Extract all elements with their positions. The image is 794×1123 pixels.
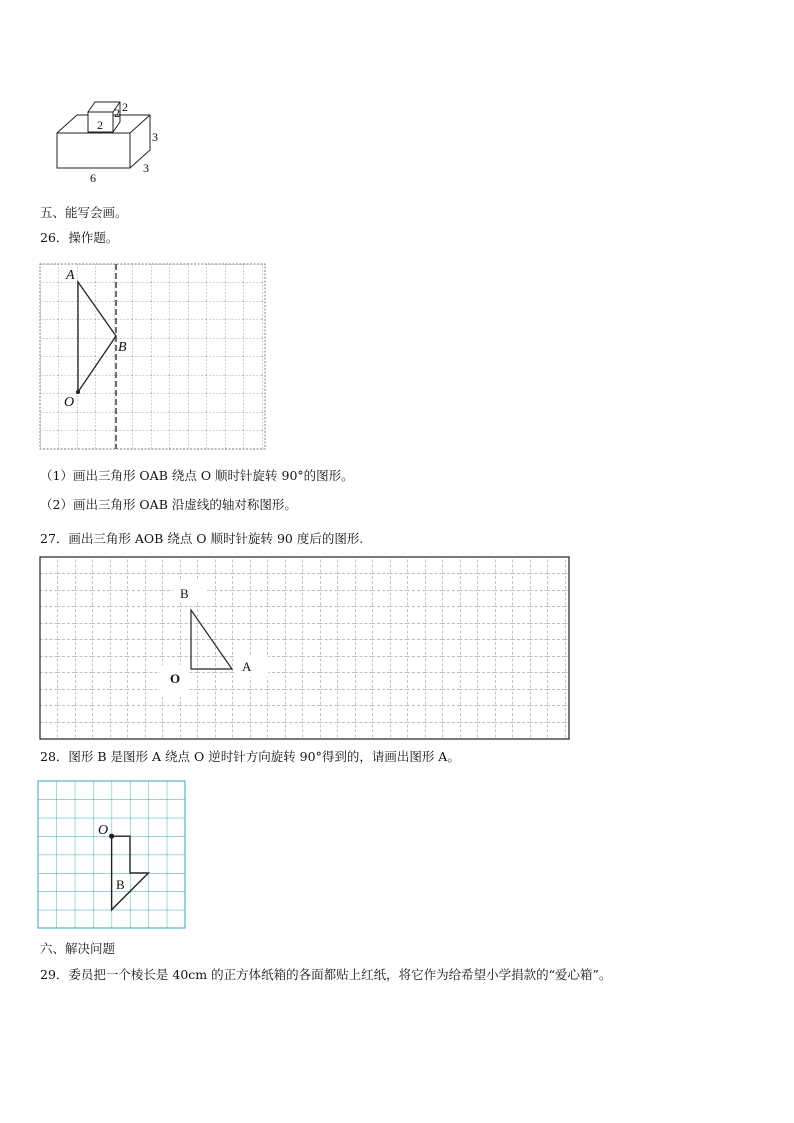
q26-label-o: O <box>64 395 75 410</box>
q27-label-b: B <box>180 586 189 601</box>
q26-title: 26．操作题。 <box>40 230 119 245</box>
base-height: 3 <box>152 130 158 144</box>
section5-title: 五、能写会画。 <box>40 205 128 220</box>
cube-depth: 2 <box>114 106 120 120</box>
base-depth: 3 <box>143 161 149 175</box>
q26-label-a: A <box>66 268 75 283</box>
q27-title: 27．画出三角形 AOB 绕点 O 顺时针旋转 90 度后的图形. <box>40 531 364 546</box>
point-o <box>109 834 114 839</box>
q27-label-o: O <box>170 671 181 686</box>
q27-label-a: A <box>242 659 252 674</box>
q26-grid <box>40 264 266 450</box>
q26-sub2: （2）画出三角形 OAB 沿虚线的轴对称图形。 <box>40 497 297 512</box>
q27-grid <box>40 557 570 741</box>
q29-title: 29．委员把一个棱长是 40cm 的正方体纸箱的各面都贴上红纸，将它作为给希望小学捐款的“爱心箱”。 <box>40 967 612 982</box>
q28-label-b: B <box>116 877 125 892</box>
q26-sub1: （1）画出三角形 OAB 绕点 O 顺时针旋转 90°的图形。 <box>40 468 354 483</box>
cube-front-width: 2 <box>97 118 103 132</box>
section6-title: 六、解决问题 <box>40 941 116 956</box>
box-figure <box>50 95 170 190</box>
q26-label-b: B <box>118 340 127 355</box>
q28-grid <box>38 781 188 931</box>
q28-title: 28．图形 B 是图形 A 绕点 O 逆时针方向旋转 90°得到的，请画出图形 A。 <box>40 749 460 764</box>
cube-height: 2 <box>122 100 128 114</box>
q28-label-o: O <box>98 823 109 838</box>
base-length: 6 <box>90 171 96 185</box>
